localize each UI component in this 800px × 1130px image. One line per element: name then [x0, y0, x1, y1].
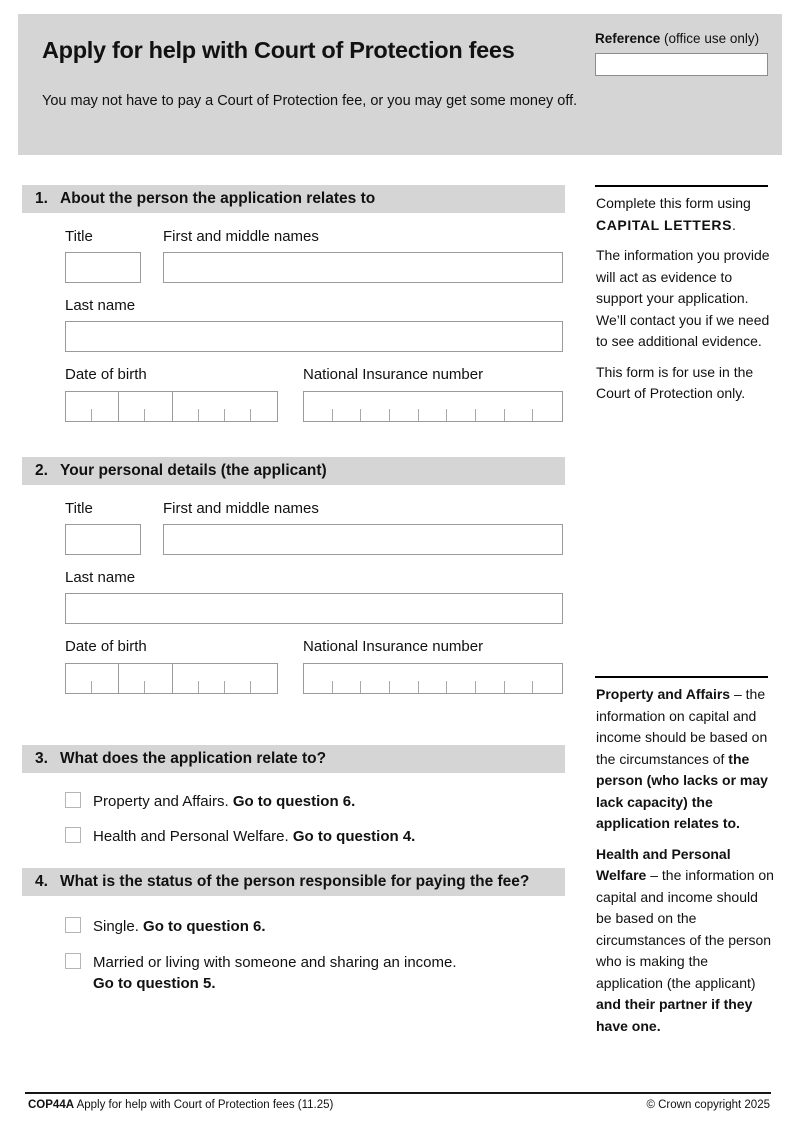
text-segment: Go to question 6.	[232, 793, 356, 810]
section-number: 2.	[35, 462, 48, 479]
comb-cell[interactable]	[92, 392, 118, 421]
comb-cell[interactable]	[505, 664, 534, 693]
person-date-of-birth-field[interactable]	[65, 391, 278, 422]
reference-label: Reference (office use only)	[595, 31, 760, 46]
sidebar-paragraph	[596, 844, 775, 1038]
text-segment: CAPITAL LETTERS	[596, 216, 733, 233]
checkbox-label-line	[93, 973, 457, 994]
comb-cell[interactable]	[173, 392, 199, 421]
text-segment: Health and Personal Welfare.	[93, 828, 293, 845]
comb-cell[interactable]	[251, 664, 277, 693]
comb-cell[interactable]	[92, 664, 118, 693]
text-segment: Go to question 4.	[292, 828, 416, 845]
comb-group	[172, 664, 278, 693]
footer-copyright: © Crown copyright 2025	[646, 1099, 770, 1111]
comb-group	[66, 392, 118, 421]
comb-cell[interactable]	[199, 392, 225, 421]
section-title: What does the application relate to?	[60, 750, 327, 767]
section-3-header	[22, 745, 565, 773]
national-insurance-label: National Insurance number	[303, 366, 484, 383]
comb-cell[interactable]	[333, 392, 362, 421]
comb-group	[304, 392, 562, 421]
question-3-options	[18, 791, 565, 847]
checkbox-option	[65, 916, 565, 937]
comb-cell[interactable]	[145, 392, 171, 421]
sidebar-rule	[595, 185, 768, 187]
comb-cell[interactable]	[505, 392, 534, 421]
applicant-date-of-birth-field[interactable]	[65, 663, 278, 694]
title-label: Title	[65, 500, 93, 517]
last-name-label: Last name	[65, 297, 136, 314]
person-last-name-input[interactable]	[65, 321, 563, 352]
checkbox-option	[65, 791, 565, 812]
comb-cell[interactable]	[333, 664, 362, 693]
section-number: 3.	[35, 750, 48, 767]
checkbox[interactable]	[65, 953, 81, 969]
sidebar-paragraph	[596, 245, 775, 353]
section-2-header	[22, 457, 565, 485]
sidebar-note-instructions	[595, 185, 775, 414]
applicant-title-input[interactable]	[65, 524, 141, 555]
comb-cell[interactable]	[304, 664, 333, 693]
checkbox[interactable]	[65, 827, 81, 843]
person-title-input[interactable]	[65, 252, 141, 283]
checkbox-label	[93, 791, 355, 812]
comb-cell[interactable]	[225, 664, 251, 693]
comb-cell[interactable]	[447, 392, 476, 421]
text-segment: Health and Personal Welfare	[596, 845, 731, 883]
form-subtitle: You may not have to pay a Court of Protection fee, or you may get some money off.	[42, 93, 578, 109]
text-segment: .	[732, 216, 736, 233]
person-first-middle-input[interactable]	[163, 252, 563, 283]
comb-cell[interactable]	[390, 664, 419, 693]
section-1-person	[18, 185, 565, 422]
checkbox[interactable]	[65, 917, 81, 933]
sidebar-paragraph	[596, 193, 775, 236]
form-header	[18, 14, 782, 155]
text-segment: and their partner if they have one.	[596, 996, 753, 1034]
text-segment: Single.	[93, 918, 144, 935]
comb-cell[interactable]	[419, 664, 448, 693]
applicant-national-insurance-field[interactable]	[303, 663, 563, 694]
comb-cell[interactable]	[419, 392, 448, 421]
comb-group	[304, 664, 562, 693]
comb-group	[118, 664, 171, 693]
text-segment: Complete this form using	[596, 195, 751, 211]
footer-form-code-text: COP44A Apply for help with Court of Protection fees (11.25)	[28, 1099, 334, 1111]
section-4-status	[18, 868, 565, 994]
comb-group	[66, 664, 118, 693]
last-name-label: Last name	[65, 569, 136, 586]
comb-cell[interactable]	[476, 392, 505, 421]
comb-cell[interactable]	[173, 664, 199, 693]
comb-cell[interactable]	[533, 664, 562, 693]
checkbox-option	[65, 826, 565, 847]
first-middle-names-label: First and middle names	[163, 500, 319, 517]
checkbox[interactable]	[65, 792, 81, 808]
text-segment: This form is for use in the Court of Protection only.	[596, 363, 754, 401]
checkbox-label	[93, 826, 415, 847]
section-number: 4.	[35, 873, 48, 890]
section-title: Your personal details (the applicant)	[60, 462, 327, 479]
comb-group	[172, 392, 278, 421]
date-of-birth-label: Date of birth	[65, 638, 147, 655]
footer-rule	[25, 1092, 771, 1094]
sidebar-note-definitions	[595, 676, 775, 1046]
comb-cell[interactable]	[533, 392, 562, 421]
text-segment: The information you provide will act as evidence to support your application. We’ll contact you if we need to see additional evidence.	[596, 247, 770, 349]
checkbox-label	[93, 916, 266, 937]
text-segment: Married or living with someone and sharing an income.	[93, 954, 457, 971]
section-2-applicant	[18, 457, 565, 694]
comb-cell[interactable]	[225, 392, 251, 421]
sidebar-paragraph	[596, 684, 775, 835]
section-number: 1.	[35, 190, 48, 207]
section-4-header	[22, 868, 565, 896]
checkbox-label	[93, 952, 457, 994]
applicant-first-middle-input[interactable]	[163, 524, 563, 555]
section-3-application-type	[18, 745, 565, 847]
sidebar-rule	[595, 676, 768, 678]
section-title: About the person the application relates to	[60, 190, 376, 207]
comb-cell[interactable]	[119, 392, 145, 421]
national-insurance-label: National Insurance number	[303, 638, 484, 655]
comb-cell[interactable]	[66, 392, 92, 421]
text-segment: the person (who lacks or may lack capacity) the application relates to.	[596, 750, 768, 831]
question-4-options	[18, 916, 565, 994]
comb-cell[interactable]	[361, 392, 390, 421]
applicant-last-name-input[interactable]	[65, 593, 563, 624]
comb-cell[interactable]	[145, 664, 171, 693]
comb-cell[interactable]	[447, 664, 476, 693]
text-segment: – the information on capital and income should be based on the circumstances of the person who is making the application (the applicant)	[596, 867, 774, 991]
comb-cell[interactable]	[119, 664, 145, 693]
comb-cell[interactable]	[361, 664, 390, 693]
text-segment: – the information on capital and income should be based on the circumstances of	[596, 686, 768, 767]
text-segment: Property and Affairs	[596, 686, 731, 702]
person-national-insurance-field[interactable]	[303, 391, 563, 422]
checkbox-option	[65, 952, 565, 994]
comb-cell[interactable]	[66, 664, 92, 693]
date-of-birth-label: Date of birth	[65, 366, 147, 383]
comb-cell[interactable]	[476, 664, 505, 693]
sidebar-paragraph	[596, 362, 775, 405]
text-segment: Go to question 5.	[93, 975, 216, 992]
comb-cell[interactable]	[390, 392, 419, 421]
reference-input[interactable]	[595, 53, 768, 76]
first-middle-names-label: First and middle names	[163, 228, 319, 245]
checkbox-label-line	[93, 952, 457, 973]
text-segment: Property and Affairs.	[93, 793, 233, 810]
comb-cell[interactable]	[304, 392, 333, 421]
comb-cell[interactable]	[251, 392, 277, 421]
section-1-header	[22, 185, 565, 213]
section-title: What is the status of the person responsible for paying the fee?	[60, 873, 530, 890]
footer	[28, 1098, 770, 1112]
title-label: Title	[65, 228, 93, 245]
comb-group	[118, 392, 171, 421]
page-title: Apply for help with Court of Protection fees	[42, 37, 515, 63]
comb-cell[interactable]	[199, 664, 225, 693]
text-segment: Go to question 6.	[143, 918, 266, 935]
